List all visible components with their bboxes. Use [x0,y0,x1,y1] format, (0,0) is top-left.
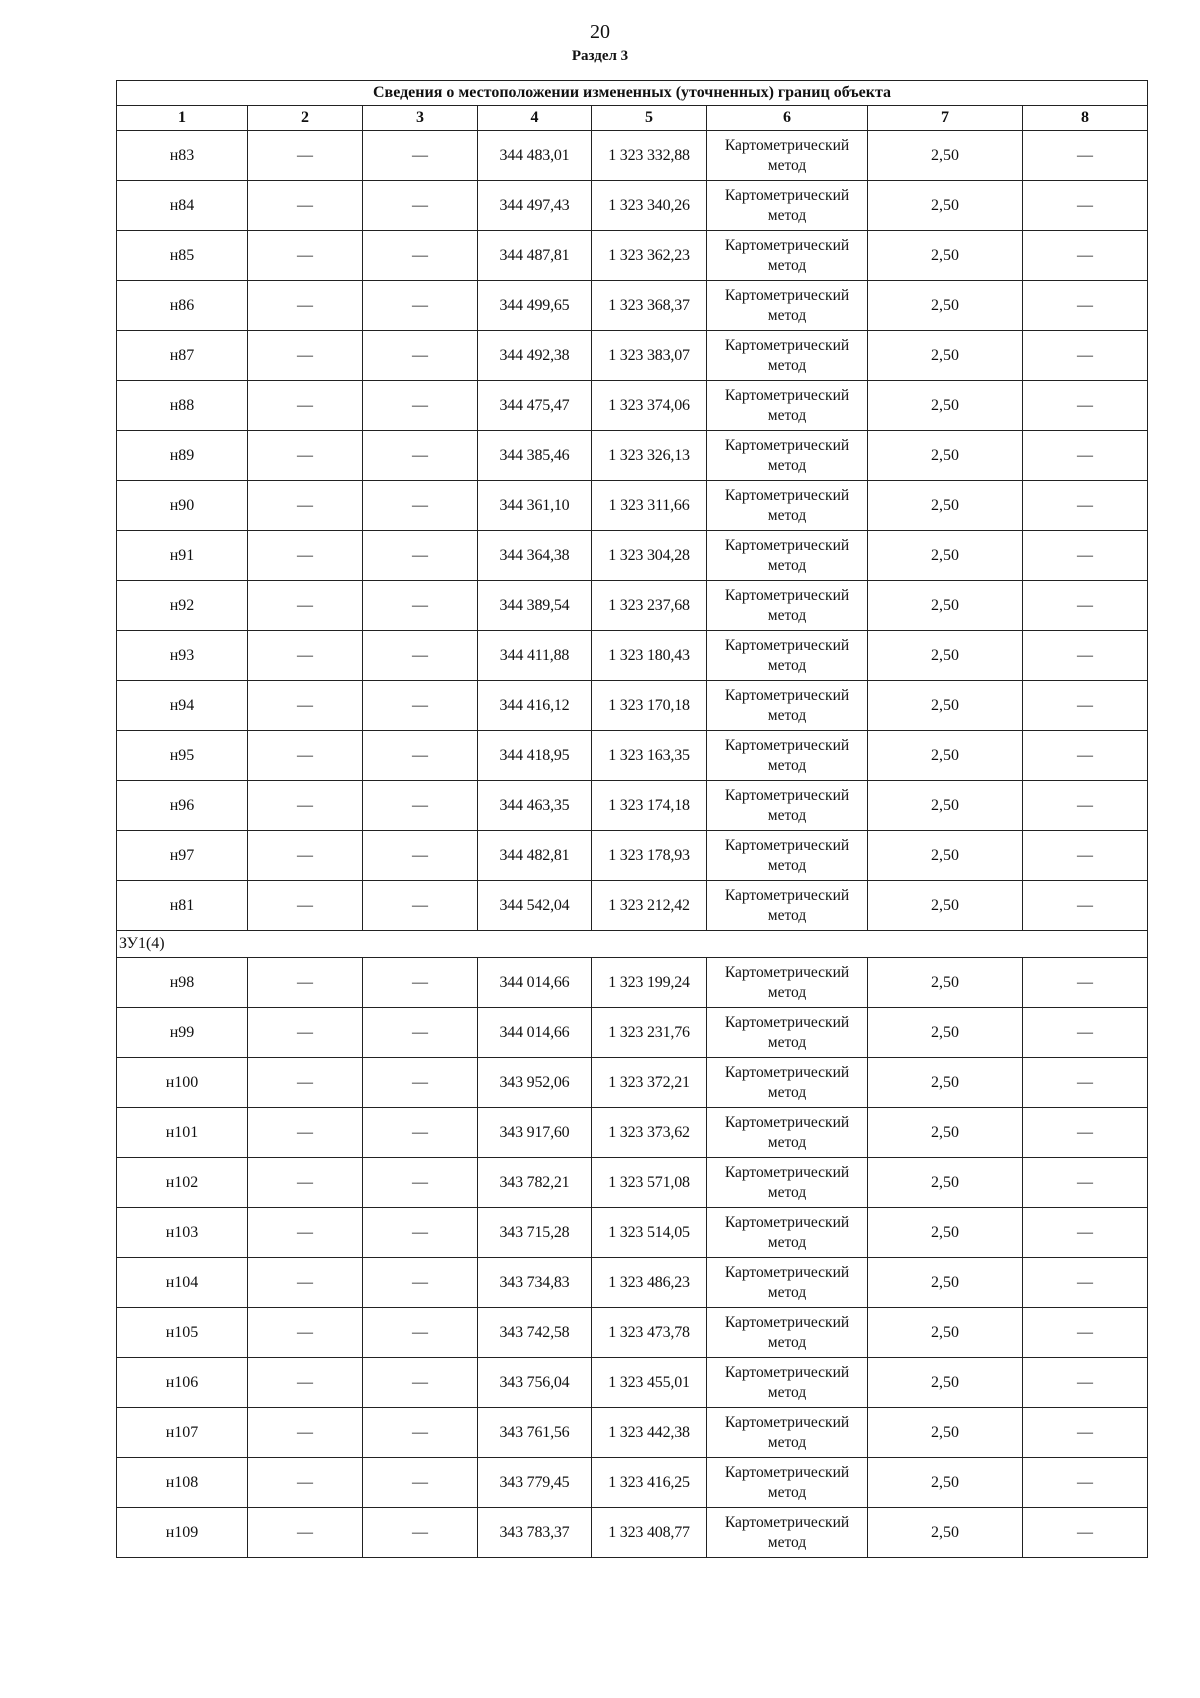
accuracy-cell: 2,50 [868,531,1023,581]
column-number: 3 [363,106,478,131]
table-row [117,231,1148,281]
y-coordinate-cell: 1 323 486,23 [592,1258,707,1308]
col2-cell: — [248,481,363,531]
table-row [117,1158,1148,1208]
col3-cell: — [363,731,478,781]
col8-cell: — [1023,281,1148,331]
table-row [117,681,1148,731]
col3-cell: — [363,681,478,731]
method-cell: Картометрический метод [707,1208,868,1258]
table-row [117,731,1148,781]
col8-cell: — [1023,1258,1148,1308]
col3-cell: — [363,1308,478,1358]
y-coordinate-cell: 1 323 199,24 [592,958,707,1008]
method-cell: Картометрический метод [707,181,868,231]
table-row [117,1358,1148,1408]
point-number-cell: н93 [117,631,248,681]
col2-cell: — [248,681,363,731]
col3-cell: — [363,958,478,1008]
x-coordinate-cell: 344 487,81 [478,231,592,281]
col3-cell: — [363,581,478,631]
y-coordinate-cell: 1 323 237,68 [592,581,707,631]
x-coordinate-cell: 344 499,65 [478,281,592,331]
group-row [117,931,1148,958]
method-cell: Картометрический метод [707,1058,868,1108]
x-coordinate-cell: 344 411,88 [478,631,592,681]
x-coordinate-cell: 343 917,60 [478,1108,592,1158]
table-row [117,631,1148,681]
col8-cell: — [1023,1358,1148,1408]
x-coordinate-cell: 344 475,47 [478,381,592,431]
accuracy-cell: 2,50 [868,881,1023,931]
col3-cell: — [363,1258,478,1308]
point-number-cell: н107 [117,1408,248,1458]
point-number-cell: н104 [117,1258,248,1308]
accuracy-cell: 2,50 [868,781,1023,831]
accuracy-cell: 2,50 [868,481,1023,531]
method-cell: Картометрический метод [707,581,868,631]
table-row [117,181,1148,231]
method-cell: Картометрический метод [707,281,868,331]
col2-cell: — [248,631,363,681]
x-coordinate-cell: 343 952,06 [478,1058,592,1108]
accuracy-cell: 2,50 [868,1108,1023,1158]
y-coordinate-cell: 1 323 180,43 [592,631,707,681]
x-coordinate-cell: 344 492,38 [478,331,592,381]
y-coordinate-cell: 1 323 326,13 [592,431,707,481]
point-number-cell: н94 [117,681,248,731]
method-cell: Картометрический метод [707,831,868,881]
col3-cell: — [363,181,478,231]
col2-cell: — [248,1508,363,1558]
x-coordinate-cell: 343 779,45 [478,1458,592,1508]
x-coordinate-cell: 343 761,56 [478,1408,592,1458]
col8-cell: — [1023,1458,1148,1508]
method-cell: Картометрический метод [707,681,868,731]
accuracy-cell: 2,50 [868,1458,1023,1508]
y-coordinate-cell: 1 323 455,01 [592,1358,707,1408]
point-number-cell: н103 [117,1208,248,1258]
x-coordinate-cell: 344 542,04 [478,881,592,931]
accuracy-cell: 2,50 [868,431,1023,481]
point-number-cell: н106 [117,1358,248,1408]
y-coordinate-cell: 1 323 383,07 [592,331,707,381]
y-coordinate-cell: 1 323 374,06 [592,381,707,431]
x-coordinate-cell: 343 782,21 [478,1158,592,1208]
x-coordinate-cell: 343 756,04 [478,1358,592,1408]
y-coordinate-cell: 1 323 442,38 [592,1408,707,1458]
method-cell: Картометрический метод [707,531,868,581]
x-coordinate-cell: 344 361,10 [478,481,592,531]
method-cell: Картометрический метод [707,131,868,181]
col2-cell: — [248,1008,363,1058]
point-number-cell: н99 [117,1008,248,1058]
col2-cell: — [248,1408,363,1458]
column-number: 7 [868,106,1023,131]
col8-cell: — [1023,1008,1148,1058]
y-coordinate-cell: 1 323 473,78 [592,1308,707,1358]
method-cell: Картометрический метод [707,1008,868,1058]
x-coordinate-cell: 344 463,35 [478,781,592,831]
column-number: 5 [592,106,707,131]
col3-cell: — [363,281,478,331]
col3-cell: — [363,1058,478,1108]
x-coordinate-cell: 344 385,46 [478,431,592,481]
col8-cell: — [1023,731,1148,781]
col2-cell: — [248,381,363,431]
accuracy-cell: 2,50 [868,181,1023,231]
table-row [117,431,1148,481]
column-number: 1 [117,106,248,131]
col8-cell: — [1023,581,1148,631]
x-coordinate-cell: 343 783,37 [478,1508,592,1558]
method-cell: Картометрический метод [707,431,868,481]
method-cell: Картометрический метод [707,958,868,1008]
col3-cell: — [363,431,478,481]
accuracy-cell: 2,50 [868,1308,1023,1358]
accuracy-cell: 2,50 [868,1408,1023,1458]
accuracy-cell: 2,50 [868,831,1023,881]
col8-cell: — [1023,681,1148,731]
table-row [117,781,1148,831]
col8-cell: — [1023,631,1148,681]
boundary-coordinates-table [116,80,1148,1558]
x-coordinate-cell: 343 742,58 [478,1308,592,1358]
accuracy-cell: 2,50 [868,958,1023,1008]
col2-cell: — [248,231,363,281]
col8-cell: — [1023,1158,1148,1208]
col2-cell: — [248,1308,363,1358]
col3-cell: — [363,1358,478,1408]
x-coordinate-cell: 344 389,54 [478,581,592,631]
col2-cell: — [248,958,363,1008]
col8-cell: — [1023,431,1148,481]
column-number: 4 [478,106,592,131]
accuracy-cell: 2,50 [868,1358,1023,1408]
column-number-row [117,106,1148,131]
point-number-cell: н85 [117,231,248,281]
y-coordinate-cell: 1 323 170,18 [592,681,707,731]
col3-cell: — [363,1158,478,1208]
y-coordinate-cell: 1 323 304,28 [592,531,707,581]
point-number-cell: н83 [117,131,248,181]
table-row [117,131,1148,181]
col2-cell: — [248,181,363,231]
method-cell: Картометрический метод [707,781,868,831]
table-row [117,481,1148,531]
col8-cell: — [1023,381,1148,431]
point-number-cell: н101 [117,1108,248,1158]
y-coordinate-cell: 1 323 362,23 [592,231,707,281]
y-coordinate-cell: 1 323 178,93 [592,831,707,881]
col8-cell: — [1023,1108,1148,1158]
method-cell: Картометрический метод [707,231,868,281]
table-row [117,1458,1148,1508]
point-number-cell: н92 [117,581,248,631]
table-group-section [117,931,1148,958]
y-coordinate-cell: 1 323 373,62 [592,1108,707,1158]
col2-cell: — [248,1108,363,1158]
point-number-cell: н86 [117,281,248,331]
accuracy-cell: 2,50 [868,681,1023,731]
accuracy-cell: 2,50 [868,281,1023,331]
y-coordinate-cell: 1 323 163,35 [592,731,707,781]
col8-cell: — [1023,481,1148,531]
y-coordinate-cell: 1 323 514,05 [592,1208,707,1258]
point-number-cell: н100 [117,1058,248,1108]
col2-cell: — [248,531,363,581]
x-coordinate-cell: 344 364,38 [478,531,592,581]
x-coordinate-cell: 344 483,01 [478,131,592,181]
accuracy-cell: 2,50 [868,1208,1023,1258]
point-number-cell: н105 [117,1308,248,1358]
x-coordinate-cell: 344 418,95 [478,731,592,781]
col8-cell: — [1023,881,1148,931]
y-coordinate-cell: 1 323 408,77 [592,1508,707,1558]
y-coordinate-cell: 1 323 372,21 [592,1058,707,1108]
point-number-cell: н91 [117,531,248,581]
accuracy-cell: 2,50 [868,1008,1023,1058]
point-number-cell: н109 [117,1508,248,1558]
table-row [117,1208,1148,1258]
col2-cell: — [248,581,363,631]
table-caption-row [117,81,1148,106]
group-label: ЗУ1(4) [117,931,1148,958]
method-cell: Картометрический метод [707,331,868,381]
point-number-cell: н97 [117,831,248,881]
col8-cell: — [1023,1308,1148,1358]
accuracy-cell: 2,50 [868,381,1023,431]
col2-cell: — [248,1208,363,1258]
column-number: 2 [248,106,363,131]
col3-cell: — [363,631,478,681]
col3-cell: — [363,781,478,831]
point-number-cell: н84 [117,181,248,231]
col8-cell: — [1023,958,1148,1008]
method-cell: Картометрический метод [707,1358,868,1408]
col8-cell: — [1023,781,1148,831]
point-number-cell: н90 [117,481,248,531]
table-row [117,531,1148,581]
col8-cell: — [1023,231,1148,281]
y-coordinate-cell: 1 323 174,18 [592,781,707,831]
x-coordinate-cell: 343 715,28 [478,1208,592,1258]
page-number: 20 [590,21,610,43]
col8-cell: — [1023,131,1148,181]
col3-cell: — [363,531,478,581]
method-cell: Картометрический метод [707,1508,868,1558]
col8-cell: — [1023,1408,1148,1458]
col8-cell: — [1023,331,1148,381]
y-coordinate-cell: 1 323 212,42 [592,881,707,931]
table-body-part2 [117,958,1148,1558]
x-coordinate-cell: 344 014,66 [478,958,592,1008]
point-number-cell: н89 [117,431,248,481]
col3-cell: — [363,831,478,881]
col2-cell: — [248,281,363,331]
table-row [117,1408,1148,1458]
table-row [117,831,1148,881]
table-caption: Сведения о местоположении измененных (уточненных) границ объекта [117,81,1148,106]
table-row [117,1008,1148,1058]
col2-cell: — [248,1458,363,1508]
table-row [117,581,1148,631]
table-row [117,1258,1148,1308]
x-coordinate-cell: 343 734,83 [478,1258,592,1308]
accuracy-cell: 2,50 [868,331,1023,381]
col3-cell: — [363,1508,478,1558]
method-cell: Картометрический метод [707,481,868,531]
col3-cell: — [363,1108,478,1158]
point-number-cell: н96 [117,781,248,831]
x-coordinate-cell: 344 014,66 [478,1008,592,1058]
point-number-cell: н102 [117,1158,248,1208]
col8-cell: — [1023,531,1148,581]
x-coordinate-cell: 344 482,81 [478,831,592,881]
table-row [117,381,1148,431]
col2-cell: — [248,781,363,831]
col8-cell: — [1023,1058,1148,1108]
point-number-cell: н98 [117,958,248,1008]
y-coordinate-cell: 1 323 332,88 [592,131,707,181]
point-number-cell: н108 [117,1458,248,1508]
y-coordinate-cell: 1 323 571,08 [592,1158,707,1208]
col2-cell: — [248,1058,363,1108]
col8-cell: — [1023,831,1148,881]
y-coordinate-cell: 1 323 231,76 [592,1008,707,1058]
method-cell: Картометрический метод [707,1158,868,1208]
accuracy-cell: 2,50 [868,1508,1023,1558]
method-cell: Картометрический метод [707,1458,868,1508]
col3-cell: — [363,1458,478,1508]
table-row [117,1108,1148,1158]
table-body-part1 [117,131,1148,931]
table-row [117,1508,1148,1558]
col2-cell: — [248,1358,363,1408]
y-coordinate-cell: 1 323 416,25 [592,1458,707,1508]
x-coordinate-cell: 344 416,12 [478,681,592,731]
column-number: 8 [1023,106,1148,131]
col8-cell: — [1023,1508,1148,1558]
col2-cell: — [248,1258,363,1308]
section-title: Раздел 3 [571,48,629,64]
accuracy-cell: 2,50 [868,581,1023,631]
col3-cell: — [363,481,478,531]
table-row [117,881,1148,931]
point-number-cell: н95 [117,731,248,781]
y-coordinate-cell: 1 323 340,26 [592,181,707,231]
col3-cell: — [363,381,478,431]
method-cell: Картометрический метод [707,1258,868,1308]
col2-cell: — [248,331,363,381]
col2-cell: — [248,1158,363,1208]
accuracy-cell: 2,50 [868,131,1023,181]
y-coordinate-cell: 1 323 368,37 [592,281,707,331]
accuracy-cell: 2,50 [868,1158,1023,1208]
table-row [117,958,1148,1008]
method-cell: Картометрический метод [707,731,868,781]
method-cell: Картометрический метод [707,1308,868,1358]
x-coordinate-cell: 344 497,43 [478,181,592,231]
method-cell: Картометрический метод [707,881,868,931]
col3-cell: — [363,881,478,931]
method-cell: Картометрический метод [707,381,868,431]
accuracy-cell: 2,50 [868,631,1023,681]
point-number-cell: н87 [117,331,248,381]
accuracy-cell: 2,50 [868,731,1023,781]
col2-cell: — [248,731,363,781]
col8-cell: — [1023,181,1148,231]
col3-cell: — [363,231,478,281]
table-row [117,331,1148,381]
col3-cell: — [363,131,478,181]
col2-cell: — [248,881,363,931]
accuracy-cell: 2,50 [868,1258,1023,1308]
y-coordinate-cell: 1 323 311,66 [592,481,707,531]
col3-cell: — [363,331,478,381]
col2-cell: — [248,831,363,881]
col8-cell: — [1023,1208,1148,1258]
table-row [117,1058,1148,1108]
point-number-cell: н81 [117,881,248,931]
accuracy-cell: 2,50 [868,231,1023,281]
column-number: 6 [707,106,868,131]
method-cell: Картометрический метод [707,1408,868,1458]
col3-cell: — [363,1008,478,1058]
accuracy-cell: 2,50 [868,1058,1023,1108]
col2-cell: — [248,131,363,181]
col3-cell: — [363,1408,478,1458]
point-number-cell: н88 [117,381,248,431]
method-cell: Картометрический метод [707,631,868,681]
table-row [117,1308,1148,1358]
table-row [117,281,1148,331]
col3-cell: — [363,1208,478,1258]
col2-cell: — [248,431,363,481]
method-cell: Картометрический метод [707,1108,868,1158]
